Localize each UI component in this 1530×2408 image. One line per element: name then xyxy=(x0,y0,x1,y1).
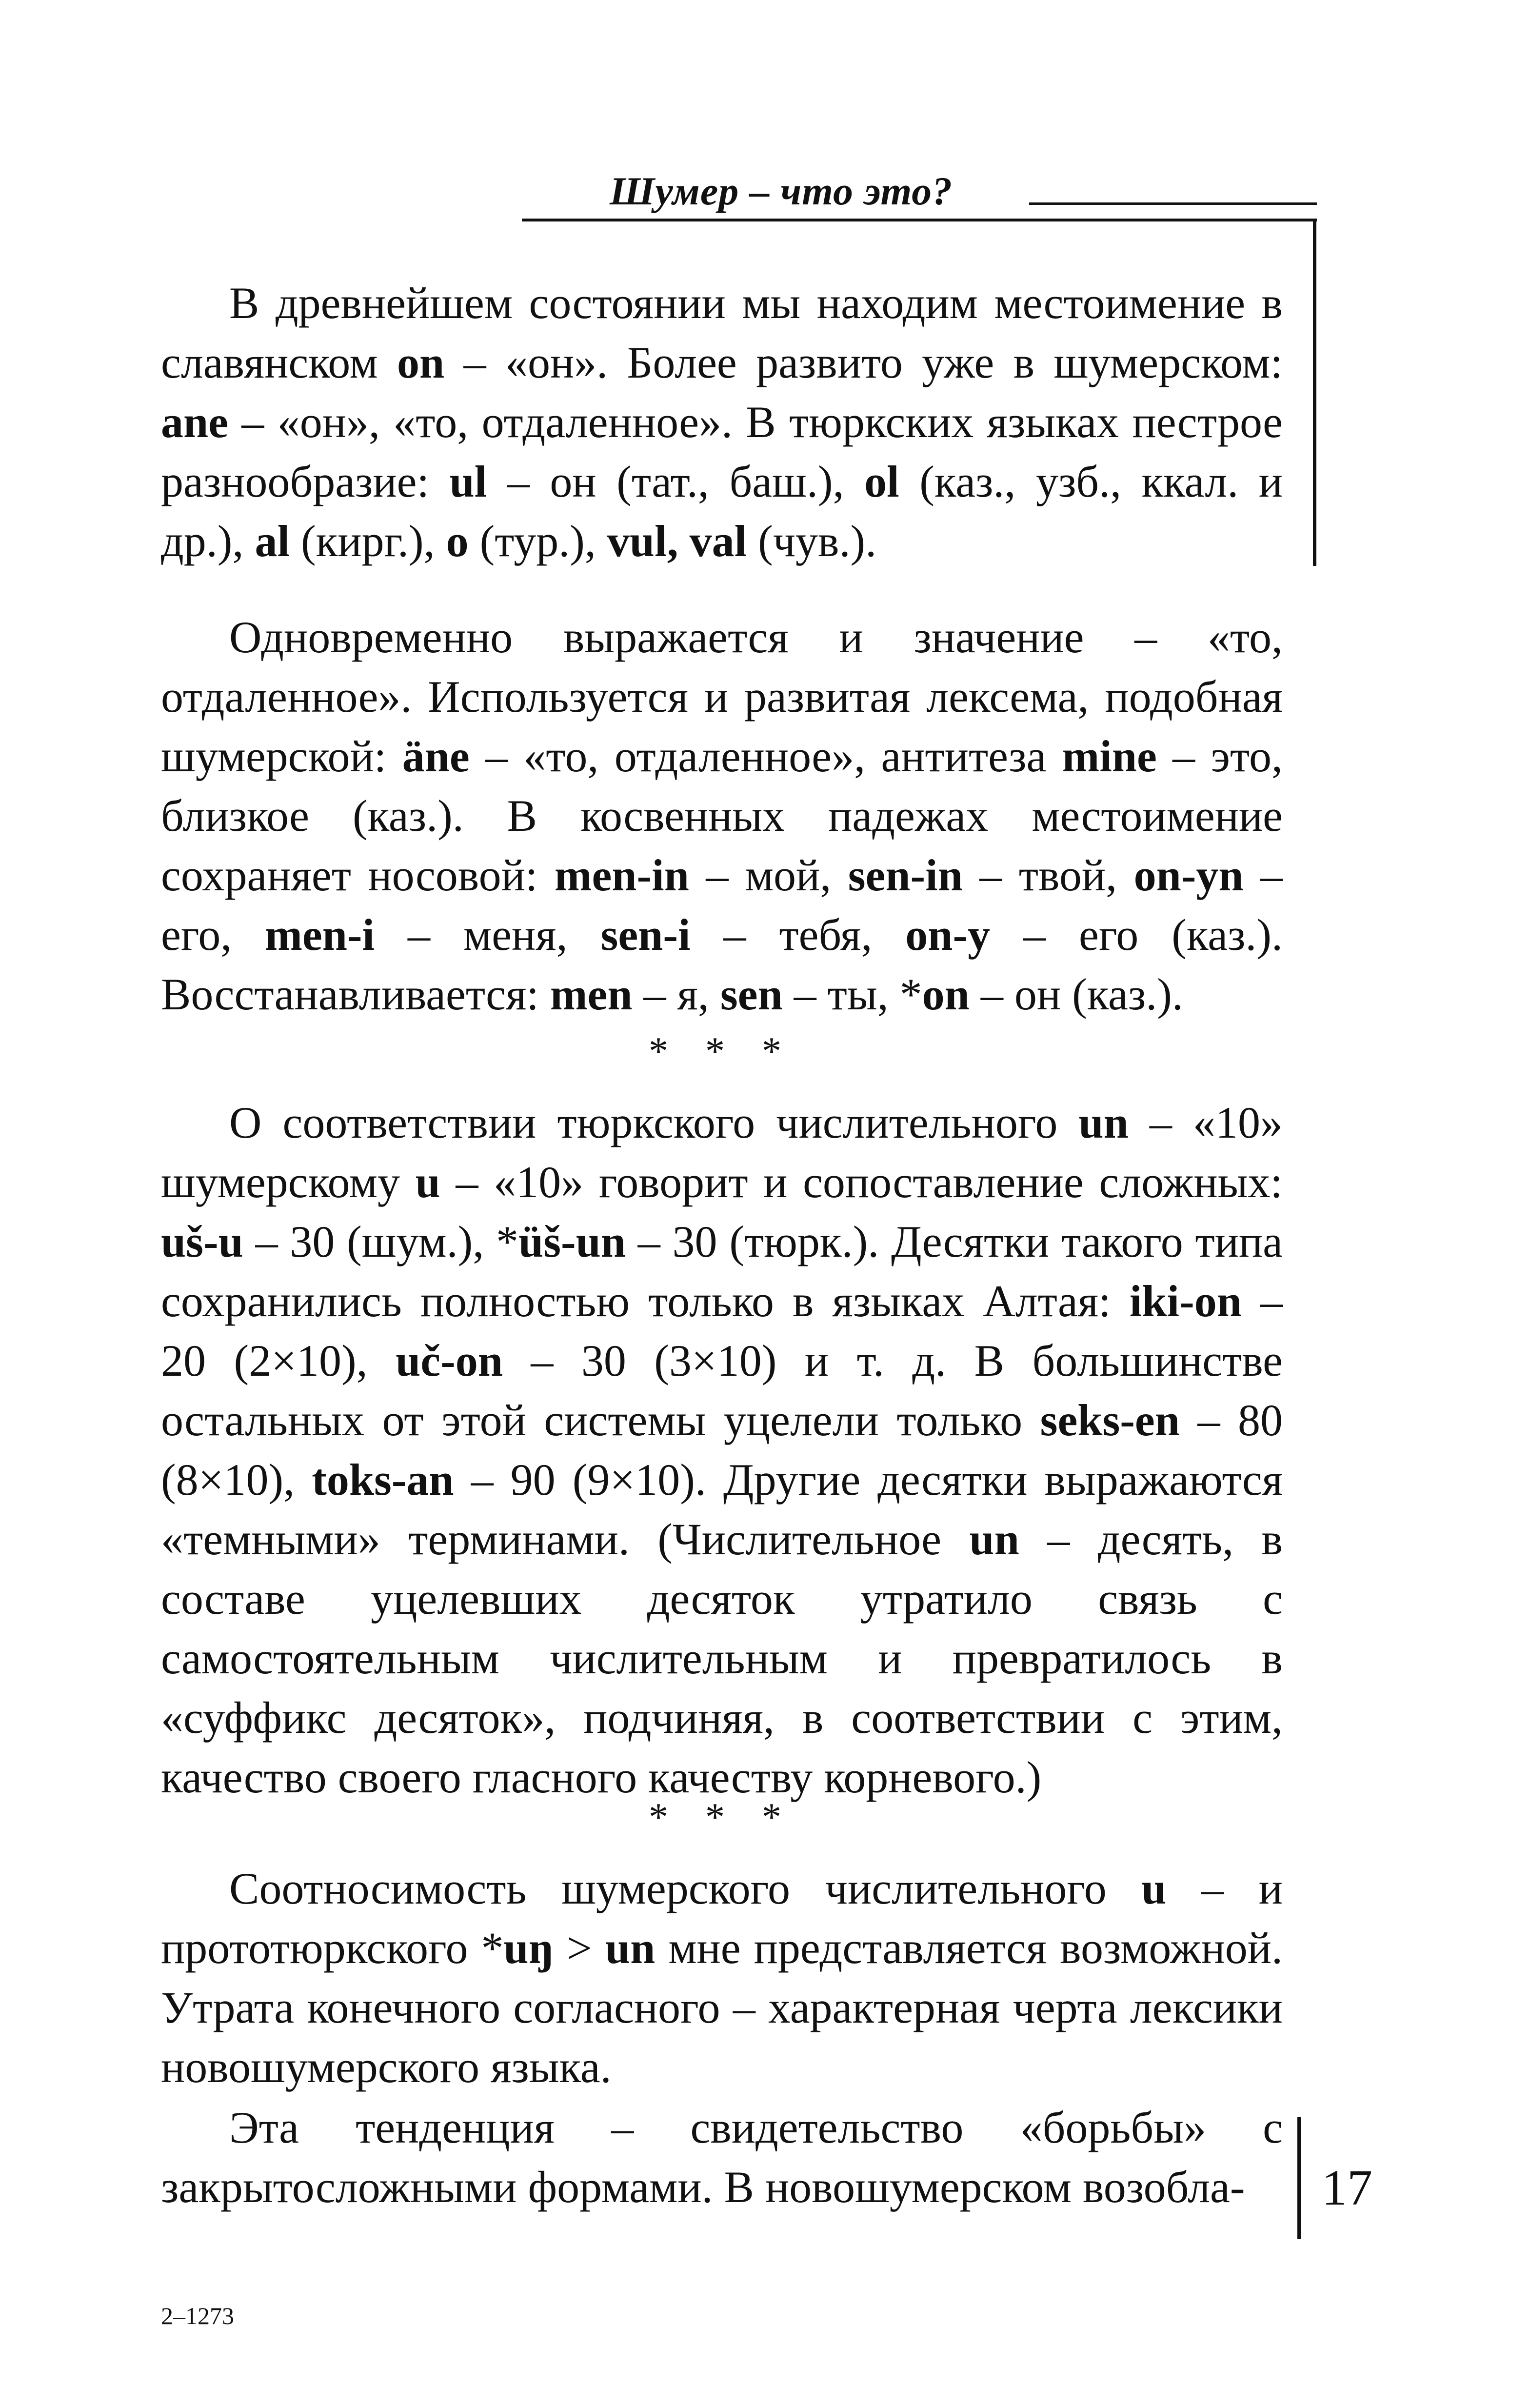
page-number: 17 xyxy=(1322,2160,1372,2216)
paragraph-1 xyxy=(161,273,1283,571)
paragraph-5 xyxy=(161,2098,1283,2217)
paragraph-3 xyxy=(161,1093,1283,1807)
section-separator-2: * * * xyxy=(649,1796,795,1839)
header-rule xyxy=(522,219,1317,221)
paragraph-2-text: Одновременно выражается и значение – «то, отдаленное». Используется и развитая лексема, подобная шумерской: äne – «то, отдаленное», антитеза mine – это, близкое (каз.). В косвенных падежах местоимение сохраняет носовой: men-in – мой, sen-in – твой, on-yn – его, men-i – меня, sen-i – тебя, on-y – его (каз.). Восстанавливается: men – я, sen – ты, *on – он (каз.). xyxy=(161,612,1283,1019)
paragraph-4-text: Соотносимость шумерского числительного u – и прототюркского *uŋ > un мне представляется возможной. Утрата конечного согласного – характерная черта лексики новошумерского языка. xyxy=(161,1864,1283,2092)
paragraph-1-text: В древнейшем состоянии мы находим местоимение в славянском on – «он». Более развито уже в шумерском: ane – «он», «то, отдаленное». В тюркских языках пестрое разнообразие: ul – он (тат., баш.), ol (каз., узб., ккал. и др.), al (кирг.), o (тур.), vul, val (чув.). xyxy=(161,278,1283,566)
signature-mark: 2–1273 xyxy=(161,2302,234,2329)
page-number-rule xyxy=(1297,2117,1301,2239)
header-rule-short xyxy=(1029,202,1317,205)
running-title: Шумер – что это? xyxy=(610,169,953,213)
paragraph-5-text: Эта тенденция – свидетельство «борьбы» с закрытосложными формами. В новошумерском возобла- xyxy=(161,2103,1283,2212)
paragraph-4 xyxy=(161,1859,1283,2097)
paragraph-3-text: О соответствии тюркского числительного un – «10» шумерскому u – «10» говорит и сопоставление сложных: uš-u – 30 (шум.), *üš-un – 30 (тюрк.). Десятки такого типа сохранились полностью только в языках Алтая: iki-on – 20 (2×10), uč-on – 30 (3×10) и т. д. В большинстве остальных от этой системы уцелели только seks-en – 80 (8×10), toks-an – 90 (9×10). Другие десятки выражаются «темными» терминами. (Числительное un – десять, в составе уцелевших десяток утратило связь с самостоятельным числительным и превратилось в «суффикс десяток», подчиняя, в соответствии с этим, качество своего гласного качеству корневого.) xyxy=(161,1098,1283,1802)
side-rule xyxy=(1313,220,1316,566)
paragraph-2 xyxy=(161,607,1283,1024)
section-separator-1: * * * xyxy=(649,1030,795,1073)
